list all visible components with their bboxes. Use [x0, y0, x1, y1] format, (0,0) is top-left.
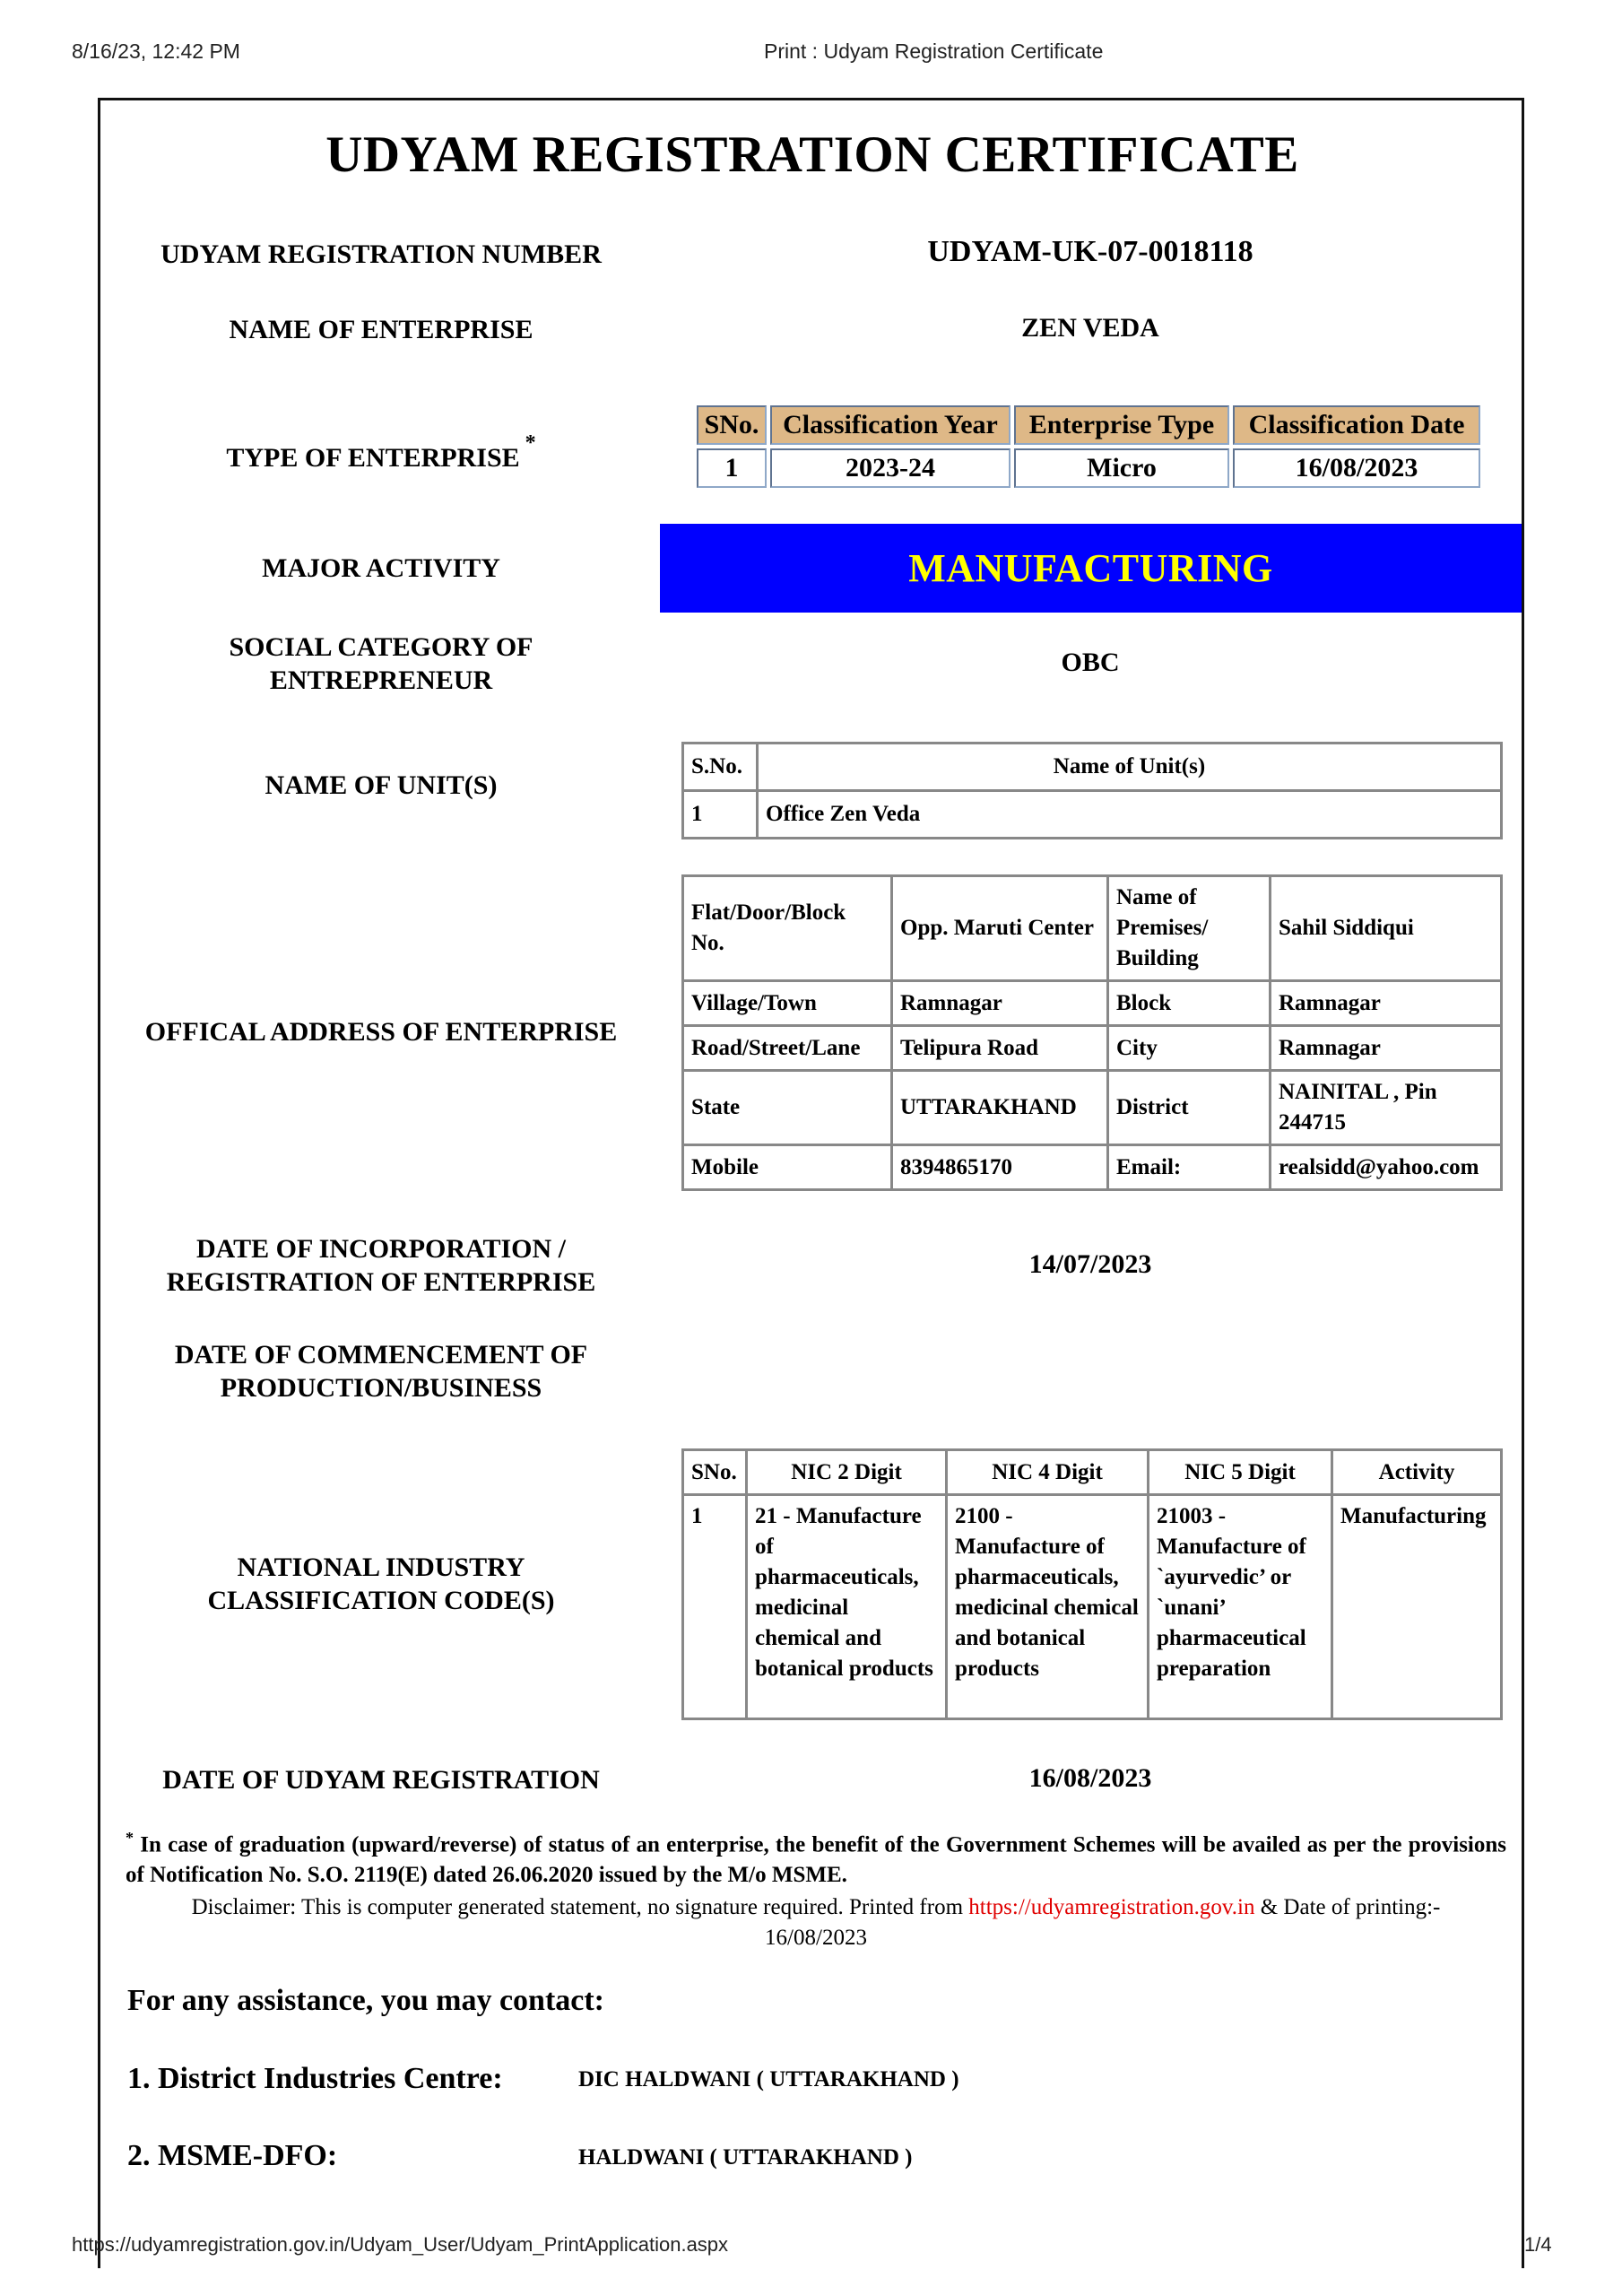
cell-value: UTTARAKHAND	[892, 1071, 1108, 1145]
table-header-row	[697, 405, 1480, 445]
footnote-text: In case of graduation (upward/reverse) of status of an enterprise, the benefit of the Government Schemes will be availed as per the provisions of Notification No. S.O. 2119(E) dated 26.06.2020 issued by the M/o MSME.	[126, 1832, 1507, 1888]
table-header-row	[683, 1450, 1502, 1495]
print-datetime: 8/16/23, 12:42 PM	[72, 39, 240, 63]
cell-key: Flat/Door/Block No.	[683, 876, 892, 981]
disclaimer	[126, 1892, 1506, 1953]
address-label: OFFICAL ADDRESS OF ENTERPRISE	[144, 1017, 618, 1047]
cell-key: Road/Street/Lane	[683, 1026, 892, 1071]
enterprise-type-label	[94, 431, 668, 474]
cell-value: Telipura Road	[892, 1026, 1108, 1071]
table-header-row	[683, 744, 1502, 791]
nic-label-line2: CLASSIFICATION CODE(S)	[207, 1586, 555, 1615]
msme-dfo-contact-value: HALDWANI ( UTTARAKHAND )	[578, 2145, 913, 2170]
social-category-value: OBC	[1061, 648, 1120, 677]
cell-nic-2-digit: 21 - Manufacture of pharmaceuticals, medicinal chemical and botanical products	[747, 1495, 947, 1719]
table-row	[683, 1071, 1502, 1145]
enterprise-type-label-text: TYPE OF ENTERPRISE	[226, 443, 520, 473]
graduation-footnote	[126, 1822, 1506, 1891]
nic-table	[681, 1448, 1503, 1720]
col-unit-name: Name of Unit(s)	[758, 744, 1502, 791]
incorporation-label	[94, 1232, 668, 1299]
asterisk-marker: *	[126, 1829, 134, 1847]
dic-contact-value: DIC HALDWANI ( UTTARAKHAND )	[578, 2067, 959, 2092]
registration-number-label: UDYAM REGISTRATION NUMBER	[160, 239, 602, 269]
commencement-label-line2: PRODUCTION/BUSINESS	[220, 1373, 542, 1403]
print-footer-url: https://udyamregistration.gov.in/Udyam_User/Udyam_PrintApplication.aspx	[72, 2233, 729, 2256]
commencement-label	[94, 1338, 668, 1405]
registration-number-value: UDYAM-UK-07-0018118	[927, 235, 1253, 268]
cell-activity: Manufacturing	[1332, 1495, 1502, 1719]
cell-key: Name of Premises/ Building	[1108, 876, 1271, 981]
nic-label-line1: NATIONAL INDUSTRY	[237, 1552, 525, 1582]
cell-sno: 1	[683, 1495, 747, 1719]
table-row	[683, 981, 1502, 1026]
cell-classification-date: 16/08/2023	[1233, 448, 1480, 488]
table-row	[683, 791, 1502, 839]
assistance-heading: For any assistance, you may contact:	[127, 1984, 604, 2017]
cell-value: NAINITAL , Pin 244715	[1271, 1071, 1502, 1145]
cell-key: Village/Town	[683, 981, 892, 1026]
incorporation-label-line1: DATE OF INCORPORATION /	[196, 1234, 566, 1264]
cell-value: Ramnagar	[1271, 981, 1502, 1026]
social-category-label-line2: ENTREPRENEUR	[269, 665, 493, 695]
cell-key: Block	[1108, 981, 1271, 1026]
printing-date: 16/08/2023	[765, 1926, 867, 1950]
social-category-label	[94, 631, 668, 697]
social-category-label-line1: SOCIAL CATEGORY OF	[229, 632, 533, 662]
print-page-title: Print : Udyam Registration Certificate	[764, 39, 1104, 63]
incorporation-label-line2: REGISTRATION OF ENTERPRISE	[166, 1267, 596, 1297]
udyam-registration-date-value: 16/08/2023	[1028, 1763, 1152, 1793]
table-row	[683, 1026, 1502, 1071]
col-classification-date: Classification Date	[1233, 405, 1480, 445]
table-row	[683, 876, 1502, 981]
cell-unit-name: Office Zen Veda	[758, 791, 1502, 839]
address-table	[681, 874, 1503, 1191]
email-value: realsidd@yahoo.com	[1271, 1145, 1502, 1190]
major-activity-banner: MANUFACTURING	[660, 524, 1522, 613]
col-nic-5-digit: NIC 5 Digit	[1149, 1450, 1332, 1495]
col-classification-year: Classification Year	[770, 405, 1010, 445]
col-enterprise-type: Enterprise Type	[1014, 405, 1229, 445]
cell-nic-4-digit: 2100 - Manufacture of pharmaceuticals, medicinal chemical and botanical products	[947, 1495, 1149, 1719]
cell-classification-year: 2023-24	[770, 448, 1010, 488]
table-row	[683, 1145, 1502, 1190]
udyam-portal-link[interactable]: https://udyamregistration.gov.in	[968, 1895, 1255, 1919]
cell-sno: 1	[683, 791, 758, 839]
asterisk-marker: *	[525, 431, 536, 455]
col-sno: SNo.	[683, 1450, 747, 1495]
cell-key: City	[1108, 1026, 1271, 1071]
cell-value: Ramnagar	[1271, 1026, 1502, 1071]
cell-key: State	[683, 1071, 892, 1145]
enterprise-name-value: ZEN VEDA	[1021, 313, 1159, 343]
cell-value: 8394865170	[892, 1145, 1108, 1190]
col-sno: SNo.	[697, 405, 767, 445]
cell-nic-5-digit: 21003 - Manufacture of `ayurvedic’ or `unani’ pharmaceutical preparation	[1149, 1495, 1332, 1719]
col-activity: Activity	[1332, 1450, 1502, 1495]
cell-key: Email:	[1108, 1145, 1271, 1190]
disclaimer-suffix: & Date of printing:-	[1254, 1895, 1441, 1919]
incorporation-value: 14/07/2023	[1028, 1249, 1152, 1279]
cell-key: Mobile	[683, 1145, 892, 1190]
udyam-registration-date-label: DATE OF UDYAM REGISTRATION	[162, 1765, 600, 1795]
col-nic-2-digit: NIC 2 Digit	[747, 1450, 947, 1495]
col-sno: S.No.	[683, 744, 758, 791]
print-page-number: 1/4	[1524, 2233, 1552, 2256]
cell-value: Ramnagar	[892, 981, 1108, 1026]
col-nic-4-digit: NIC 4 Digit	[947, 1450, 1149, 1495]
commencement-label-line1: DATE OF COMMENCEMENT OF	[174, 1340, 588, 1370]
cell-value: Sahil Siddiqui	[1271, 876, 1502, 981]
table-row	[697, 448, 1480, 488]
cell-value: Opp. Maruti Center	[892, 876, 1108, 981]
units-table	[681, 742, 1503, 839]
disclaimer-prefix: Disclaimer: This is computer generated statement, no signature required. Printed from	[191, 1895, 969, 1919]
enterprise-type-table	[693, 402, 1484, 491]
cell-key: District	[1108, 1071, 1271, 1145]
major-activity-label: MAJOR ACTIVITY	[262, 553, 500, 583]
enterprise-name-label: NAME OF ENTERPRISE	[229, 315, 533, 344]
msme-dfo-contact-label: 2. MSME-DFO:	[127, 2139, 338, 2172]
cell-sno: 1	[697, 448, 767, 488]
nic-label	[94, 1551, 668, 1617]
units-label: NAME OF UNIT(S)	[265, 770, 498, 800]
table-row	[683, 1495, 1502, 1719]
certificate-title: UDYAM REGISTRATION CERTIFICATE	[325, 126, 1299, 183]
dic-contact-label: 1. District Industries Centre:	[127, 2062, 503, 2095]
cell-enterprise-type: Micro	[1014, 448, 1229, 488]
